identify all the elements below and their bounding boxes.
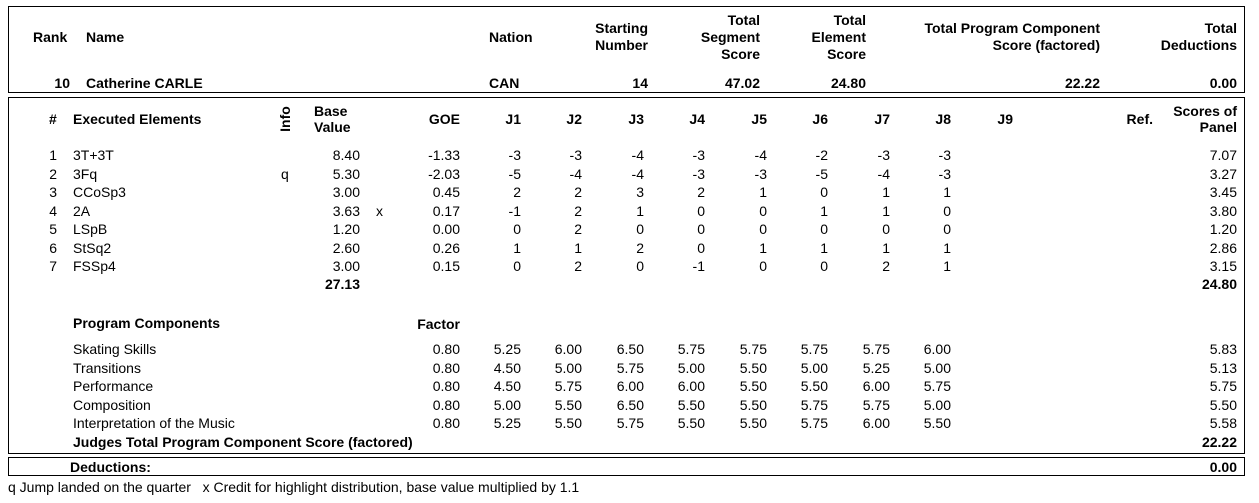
element-judge-3: 3: [636, 184, 644, 200]
component-judge-5: 5.75: [739, 341, 767, 357]
element-judge-3: 2: [636, 240, 644, 256]
element-judge-1: 1: [513, 240, 521, 256]
tes-label-1: Total: [833, 12, 866, 28]
component-judge-2: 6.00: [554, 341, 582, 357]
element-base: 5.30: [332, 166, 360, 182]
col-judge-header-7: J7: [874, 111, 890, 127]
element-judge-4: 0: [697, 221, 705, 237]
element-judge-3: -4: [631, 147, 644, 163]
element-num: 7: [49, 258, 57, 274]
element-judge-5: 1: [759, 240, 767, 256]
skater-nation: CAN: [489, 75, 520, 91]
element-num: 4: [49, 203, 57, 219]
element-judge-2: -3: [569, 147, 582, 163]
element-judge-1: 0: [513, 221, 521, 237]
element-judge-4: 0: [697, 203, 705, 219]
element-judge-3: 0: [636, 221, 644, 237]
pcs-total-label: Judges Total Program Component Score (factored): [73, 434, 413, 450]
element-panel: 3.27: [1209, 166, 1237, 182]
element-base: 2.60: [332, 240, 360, 256]
element-num: 2: [49, 166, 57, 182]
element-judge-8: 1: [943, 240, 951, 256]
element-base: 3.00: [332, 184, 360, 200]
col-panel-header-2: Panel: [1199, 119, 1237, 135]
component-name: Skating Skills: [73, 341, 157, 357]
element-name: 3Fq: [73, 166, 98, 182]
element-judge-4: -1: [692, 258, 705, 274]
col-goe-header: GOE: [428, 111, 460, 127]
element-judge-6: 1: [820, 240, 828, 256]
col-base-header-1: Base: [314, 103, 348, 119]
skater-total-segment-score: 47.02: [724, 75, 760, 91]
component-panel: 5.13: [1209, 360, 1237, 376]
element-judge-4: -3: [692, 147, 705, 163]
element-base: 3.00: [332, 258, 360, 274]
element-judge-1: 2: [513, 184, 521, 200]
element-goe: 0.17: [432, 203, 460, 219]
component-judge-6: 5.75: [800, 341, 828, 357]
component-judge-4: 6.00: [677, 378, 705, 394]
col-judge-header-5: J5: [751, 111, 767, 127]
element-judge-8: 0: [943, 221, 951, 237]
component-judge-3: 6.50: [616, 397, 644, 413]
pc-factor-header: Factor: [417, 316, 460, 332]
pc-header-label: Program Components: [73, 315, 221, 331]
element-judge-5: -3: [754, 166, 767, 182]
element-num: 6: [49, 240, 57, 256]
element-judge-8: 1: [943, 184, 951, 200]
component-factor: 0.80: [432, 360, 460, 376]
element-judge-2: 2: [574, 221, 582, 237]
element-judge-3: -4: [631, 166, 644, 182]
col-judge-header-3: J3: [628, 111, 644, 127]
element-judge-1: 0: [513, 258, 521, 274]
component-panel: 5.75: [1209, 378, 1237, 394]
element-num: 1: [49, 147, 57, 163]
col-judge-header-4: J4: [689, 111, 705, 127]
component-judge-8: 6.00: [923, 341, 951, 357]
component-judge-2: 5.00: [554, 360, 582, 376]
component-panel: 5.58: [1209, 415, 1237, 431]
component-judge-8: 5.75: [923, 378, 951, 394]
skater-total-deductions: 0.00: [1209, 75, 1237, 91]
element-judge-6: 0: [820, 221, 828, 237]
component-judge-7: 5.25: [862, 360, 890, 376]
skater-starting-number: 14: [632, 75, 648, 91]
element-name: CCoSp3: [73, 184, 126, 200]
element-judge-3: 1: [636, 203, 644, 219]
skater-total-element-score: 24.80: [830, 75, 866, 91]
component-judge-1: 5.25: [493, 415, 521, 431]
component-judge-8: 5.00: [923, 397, 951, 413]
pcs-total-value: 22.22: [1201, 434, 1237, 450]
component-name: Composition: [73, 397, 151, 413]
element-judge-6: 0: [820, 184, 828, 200]
element-panel: 7.07: [1209, 147, 1237, 163]
ded-label-2: Deductions: [1160, 37, 1237, 53]
element-judge-8: -3: [938, 166, 951, 182]
component-judge-7: 6.00: [862, 415, 890, 431]
component-judge-8: 5.00: [923, 360, 951, 376]
component-judge-1: 5.25: [493, 341, 521, 357]
nation-label: Nation: [489, 29, 533, 45]
elements-base-total: 27.13: [324, 276, 360, 292]
component-judge-3: 6.00: [616, 378, 644, 394]
footnote: q Jump landed on the quarter x Credit for highlight distribution, base value multiplied by 1.1: [8, 479, 580, 495]
element-judge-2: 2: [574, 258, 582, 274]
element-judge-2: 2: [574, 184, 582, 200]
element-num: 3: [49, 184, 57, 200]
element-goe: 0.15: [432, 258, 460, 274]
component-judge-1: 5.00: [493, 397, 521, 413]
element-name: 3T+3T: [73, 147, 114, 163]
deductions-value: 0.00: [1209, 459, 1237, 475]
component-judge-4: 5.75: [677, 341, 705, 357]
element-judge-6: -5: [815, 166, 828, 182]
col-judge-header-2: J2: [566, 111, 582, 127]
skater-total-pcs: 22.22: [1064, 75, 1100, 91]
component-factor: 0.80: [432, 415, 460, 431]
skater-name: Catherine CARLE: [86, 75, 203, 91]
component-panel: 5.83: [1209, 341, 1237, 357]
component-judge-6: 5.00: [800, 360, 828, 376]
component-judge-6: 5.75: [800, 415, 828, 431]
col-info-header: Info: [277, 106, 293, 132]
component-name: Interpretation of the Music: [73, 415, 235, 431]
col-num-header: #: [49, 111, 57, 127]
component-judge-7: 5.75: [862, 341, 890, 357]
element-judge-5: 0: [759, 203, 767, 219]
element-judge-5: 0: [759, 221, 767, 237]
element-judge-1: -5: [508, 166, 521, 182]
component-judge-6: 5.75: [800, 397, 828, 413]
element-judge-1: -3: [508, 147, 521, 163]
element-judge-4: -3: [692, 166, 705, 182]
element-judge-8: 0: [943, 203, 951, 219]
element-judge-2: 1: [574, 240, 582, 256]
component-judge-7: 5.75: [862, 397, 890, 413]
element-num: 5: [49, 221, 57, 237]
component-judge-5: 5.50: [739, 397, 767, 413]
tss-label-2: Segment: [700, 29, 760, 45]
element-goe: -2.03: [428, 166, 460, 182]
element-info: q: [281, 166, 289, 182]
component-judge-1: 4.50: [493, 360, 521, 376]
component-judge-5: 5.50: [739, 415, 767, 431]
component-judge-7: 6.00: [862, 378, 890, 394]
component-judge-3: 5.75: [616, 360, 644, 376]
component-judge-4: 5.50: [677, 397, 705, 413]
element-judge-6: 1: [820, 203, 828, 219]
element-x-flag: x: [376, 203, 383, 219]
component-judge-4: 5.00: [677, 360, 705, 376]
element-judge-8: -3: [938, 147, 951, 163]
element-goe: 0.00: [432, 221, 460, 237]
element-judge-2: -4: [569, 166, 582, 182]
element-judge-3: 0: [636, 258, 644, 274]
col-panel-header-1: Scores of: [1173, 103, 1237, 119]
element-base: 1.20: [332, 221, 360, 237]
component-judge-3: 5.75: [616, 415, 644, 431]
element-base: 3.63: [332, 203, 360, 219]
component-judge-2: 5.50: [554, 415, 582, 431]
element-panel: 3.80: [1209, 203, 1237, 219]
starting-label-2: Number: [595, 37, 648, 53]
element-judge-4: 2: [697, 184, 705, 200]
element-judge-7: 2: [882, 258, 890, 274]
pcs-label-2: Score (factored): [992, 37, 1100, 53]
component-judge-2: 5.50: [554, 397, 582, 413]
element-judge-4: 0: [697, 240, 705, 256]
element-judge-2: 2: [574, 203, 582, 219]
element-goe: 0.26: [432, 240, 460, 256]
element-name: 2A: [73, 203, 91, 219]
component-factor: 0.80: [432, 378, 460, 394]
element-judge-6: -2: [815, 147, 828, 163]
col-judge-header-1: J1: [505, 111, 521, 127]
component-judge-1: 4.50: [493, 378, 521, 394]
element-judge-5: -4: [754, 147, 767, 163]
name-label: Name: [86, 29, 125, 45]
col-judge-header-9: J9: [997, 111, 1013, 127]
element-judge-7: 1: [882, 240, 890, 256]
element-judge-6: 0: [820, 258, 828, 274]
element-panel: 3.45: [1209, 184, 1237, 200]
deductions-box: [8, 457, 1245, 476]
element-goe: 0.45: [432, 184, 460, 200]
header-divider: [8, 92, 1245, 93]
tss-label-1: Total: [727, 12, 760, 28]
element-judge-7: -4: [877, 166, 890, 182]
skater-rank: 10: [54, 75, 70, 91]
component-judge-4: 5.50: [677, 415, 705, 431]
element-judge-5: 0: [759, 258, 767, 274]
component-judge-3: 6.50: [616, 341, 644, 357]
element-judge-1: -1: [508, 203, 521, 219]
component-name: Transitions: [73, 360, 141, 376]
tes-label-3: Score: [827, 46, 866, 62]
tss-label-3: Score: [721, 46, 760, 62]
rank-label: Rank: [33, 29, 68, 45]
col-judge-header-8: J8: [935, 111, 951, 127]
component-judge-5: 5.50: [739, 378, 767, 394]
component-factor: 0.80: [432, 341, 460, 357]
component-judge-8: 5.50: [923, 415, 951, 431]
pcs-label-1: Total Program Component: [924, 20, 1100, 36]
element-panel: 1.20: [1209, 221, 1237, 237]
element-judge-7: 1: [882, 184, 890, 200]
element-panel: 3.15: [1209, 258, 1237, 274]
element-name: FSSp4: [73, 258, 116, 274]
component-name: Performance: [73, 378, 154, 394]
component-judge-2: 5.75: [554, 378, 582, 394]
element-judge-7: -3: [877, 147, 890, 163]
element-judge-7: 0: [882, 221, 890, 237]
col-base-header-2: Value: [314, 119, 351, 135]
tes-label-2: Element: [811, 29, 866, 45]
component-panel: 5.50: [1209, 397, 1237, 413]
col-ref-header: Ref.: [1126, 111, 1153, 127]
component-judge-6: 5.50: [800, 378, 828, 394]
col-judge-header-6: J6: [812, 111, 828, 127]
element-judge-5: 1: [759, 184, 767, 200]
deductions-label: Deductions:: [70, 459, 151, 475]
element-judge-7: 1: [882, 203, 890, 219]
element-goe: -1.33: [428, 147, 460, 163]
element-name: LSpB: [73, 221, 108, 237]
element-judge-8: 1: [943, 258, 951, 274]
col-executed-header: Executed Elements: [73, 111, 202, 127]
component-factor: 0.80: [432, 397, 460, 413]
element-panel: 2.86: [1209, 240, 1237, 256]
starting-label-1: Starting: [595, 20, 648, 36]
elements-panel-total: 24.80: [1201, 276, 1237, 292]
component-judge-5: 5.50: [739, 360, 767, 376]
element-name: StSq2: [73, 240, 112, 256]
ded-label-1: Total: [1204, 20, 1237, 36]
element-base: 8.40: [332, 147, 360, 163]
